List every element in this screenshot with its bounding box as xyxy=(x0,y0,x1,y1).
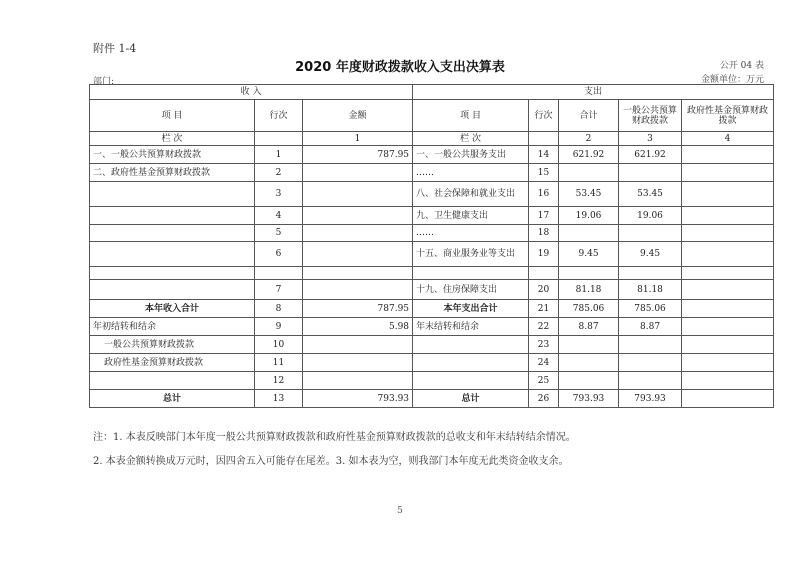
income-item: 一、一般公共预算财政拨款 xyxy=(90,146,255,164)
table-row xyxy=(90,207,774,225)
income-amount xyxy=(303,182,413,207)
expense-general: 53.45 xyxy=(619,182,682,207)
expense-item: 一、一般公共服务支出 xyxy=(413,146,529,164)
index-line2-blank xyxy=(529,132,559,146)
table-row xyxy=(90,146,774,164)
income-amount xyxy=(303,280,413,300)
expense-item: …… xyxy=(413,225,529,242)
expense-fund xyxy=(682,390,774,408)
income-amount xyxy=(303,267,413,280)
expense-fund xyxy=(682,146,774,164)
income-amount xyxy=(303,225,413,242)
income-line: 6 xyxy=(255,242,303,267)
income-amount: 793.93 xyxy=(303,390,413,408)
expense-section-header: 支出 xyxy=(413,85,774,100)
table-row xyxy=(90,164,774,182)
table-row xyxy=(90,390,774,408)
col-header-line: 行次 xyxy=(255,100,303,132)
income-line: 12 xyxy=(255,372,303,390)
expense-line: 20 xyxy=(529,280,559,300)
income-item xyxy=(90,225,255,242)
expense-line: 18 xyxy=(529,225,559,242)
income-item: 政府性基金预算财政拨款 xyxy=(90,354,255,372)
budget-table xyxy=(89,84,774,408)
footnote-2: 2. 本表金额转换成万元时，因四舍五入可能存在尾差。3. 如本表为空，则我部门本年度无此类资金收支余。 xyxy=(93,456,569,467)
expense-fund xyxy=(682,207,774,225)
income-item xyxy=(90,182,255,207)
expense-line: 17 xyxy=(529,207,559,225)
table-row xyxy=(90,225,774,242)
expense-total: 19.06 xyxy=(559,207,619,225)
expense-grand-total-label: 总计 xyxy=(413,390,529,408)
income-section-header: 收 入 xyxy=(90,85,413,100)
expense-total: 621.92 xyxy=(559,146,619,164)
expense-line: 25 xyxy=(529,372,559,390)
expense-general xyxy=(619,354,682,372)
table-row xyxy=(90,372,774,390)
expense-subtotal-label: 本年支出合计 xyxy=(413,300,529,318)
index-c3: 3 xyxy=(619,132,682,146)
income-line: 5 xyxy=(255,225,303,242)
expense-line: 26 xyxy=(529,390,559,408)
expense-item: 年末结转和结余 xyxy=(413,318,529,336)
expense-fund xyxy=(682,372,774,390)
expense-total: 81.18 xyxy=(559,280,619,300)
income-item xyxy=(90,280,255,300)
col-header-total: 合计 xyxy=(559,100,619,132)
income-line: 8 xyxy=(255,300,303,318)
index-row xyxy=(90,132,774,146)
income-line: 7 xyxy=(255,280,303,300)
index-c2: 2 xyxy=(559,132,619,146)
expense-fund xyxy=(682,164,774,182)
income-item xyxy=(90,242,255,267)
expense-total xyxy=(559,372,619,390)
page-title: 2020 年度财政拨款收入支出决算表 xyxy=(295,60,505,75)
income-amount xyxy=(303,242,413,267)
table-row xyxy=(90,318,774,336)
expense-general xyxy=(619,225,682,242)
expense-item xyxy=(413,267,529,280)
expense-general: 621.92 xyxy=(619,146,682,164)
income-amount xyxy=(303,336,413,354)
income-line: 2 xyxy=(255,164,303,182)
income-line: 1 xyxy=(255,146,303,164)
expense-general: 793.93 xyxy=(619,390,682,408)
expense-fund xyxy=(682,242,774,267)
col-header-item: 项 目 xyxy=(90,100,255,132)
expense-item xyxy=(413,354,529,372)
expense-total: 785.06 xyxy=(559,300,619,318)
table-row xyxy=(90,182,774,207)
expense-general: 785.06 xyxy=(619,300,682,318)
expense-general: 81.18 xyxy=(619,280,682,300)
section-header-row xyxy=(90,85,774,100)
income-amount: 787.95 xyxy=(303,146,413,164)
income-line: 4 xyxy=(255,207,303,225)
income-amount: 787.95 xyxy=(303,300,413,318)
income-line: 9 xyxy=(255,318,303,336)
expense-total: 8.87 xyxy=(559,318,619,336)
expense-line: 23 xyxy=(529,336,559,354)
expense-fund xyxy=(682,267,774,280)
expense-total xyxy=(559,164,619,182)
table-row xyxy=(90,336,774,354)
expense-fund xyxy=(682,280,774,300)
expense-line: 19 xyxy=(529,242,559,267)
expense-fund xyxy=(682,354,774,372)
expense-fund xyxy=(682,182,774,207)
expense-item xyxy=(413,336,529,354)
expense-line: 15 xyxy=(529,164,559,182)
income-amount: 5.98 xyxy=(303,318,413,336)
expense-total: 53.45 xyxy=(559,182,619,207)
income-line: 11 xyxy=(255,354,303,372)
income-item: 一般公共预算财政拨款 xyxy=(90,336,255,354)
expense-total: 9.45 xyxy=(559,242,619,267)
expense-general xyxy=(619,267,682,280)
income-item: 二、政府性基金预算财政拨款 xyxy=(90,164,255,182)
expense-fund xyxy=(682,300,774,318)
expense-item xyxy=(413,372,529,390)
expense-item: 十五、商业服务业等支出 xyxy=(413,242,529,267)
page-number: 5 xyxy=(397,506,403,516)
col-header-fund: 政府性基金预算财政拨款 xyxy=(682,100,774,132)
expense-line: 22 xyxy=(529,318,559,336)
income-grand-total-label: 总计 xyxy=(90,390,255,408)
expense-fund xyxy=(682,225,774,242)
col-header-amount: 金额 xyxy=(303,100,413,132)
expense-total: 793.93 xyxy=(559,390,619,408)
income-amount xyxy=(303,207,413,225)
expense-general: 8.87 xyxy=(619,318,682,336)
department-label: 部门: xyxy=(93,77,115,87)
expense-item: 九、卫生健康支出 xyxy=(413,207,529,225)
table-row xyxy=(90,242,774,267)
column-header-row xyxy=(90,100,774,132)
index-line-blank xyxy=(255,132,303,146)
table-row xyxy=(90,354,774,372)
expense-line xyxy=(529,267,559,280)
table-row xyxy=(90,280,774,300)
income-subtotal-label: 本年收入合计 xyxy=(90,300,255,318)
expense-item: 十九、住房保障支出 xyxy=(413,280,529,300)
footnote-1: 注：1. 本表反映部门本年度一般公共预算财政拨款和政府性基金预算财政拨款的总收支和年末结转结余情况。 xyxy=(93,432,576,443)
income-item: 年初结转和结余 xyxy=(90,318,255,336)
expense-fund xyxy=(682,318,774,336)
expense-general xyxy=(619,372,682,390)
col-header-line2: 行次 xyxy=(529,100,559,132)
expense-line: 21 xyxy=(529,300,559,318)
attachment-label: 附件 1-4 xyxy=(93,42,137,55)
income-item xyxy=(90,207,255,225)
index-label2: 栏 次 xyxy=(413,132,529,146)
income-amount xyxy=(303,164,413,182)
expense-total xyxy=(559,225,619,242)
expense-line: 16 xyxy=(529,182,559,207)
expense-total xyxy=(559,354,619,372)
income-line: 13 xyxy=(255,390,303,408)
expense-line: 14 xyxy=(529,146,559,164)
expense-total xyxy=(559,336,619,354)
income-line xyxy=(255,267,303,280)
index-label: 栏 次 xyxy=(90,132,255,146)
expense-fund xyxy=(682,336,774,354)
expense-item: 八、社会保障和就业支出 xyxy=(413,182,529,207)
index-amount: 1 xyxy=(303,132,413,146)
expense-general: 19.06 xyxy=(619,207,682,225)
income-item xyxy=(90,267,255,280)
index-c4: 4 xyxy=(682,132,774,146)
expense-general: 9.45 xyxy=(619,242,682,267)
table-row xyxy=(90,267,774,280)
income-line: 10 xyxy=(255,336,303,354)
income-amount xyxy=(303,372,413,390)
income-item xyxy=(90,372,255,390)
expense-general xyxy=(619,336,682,354)
unit-label: 金额单位：万元 xyxy=(700,75,764,85)
income-line: 3 xyxy=(255,182,303,207)
expense-line: 24 xyxy=(529,354,559,372)
expense-total xyxy=(559,267,619,280)
table-row xyxy=(90,300,774,318)
expense-item: …… xyxy=(413,164,529,182)
col-header-general: 一般公共预算财政拨款 xyxy=(619,100,682,132)
col-header-item2: 项 目 xyxy=(413,100,529,132)
expense-general xyxy=(619,164,682,182)
form-number: 公开 04 表 xyxy=(719,61,764,71)
income-amount xyxy=(303,354,413,372)
